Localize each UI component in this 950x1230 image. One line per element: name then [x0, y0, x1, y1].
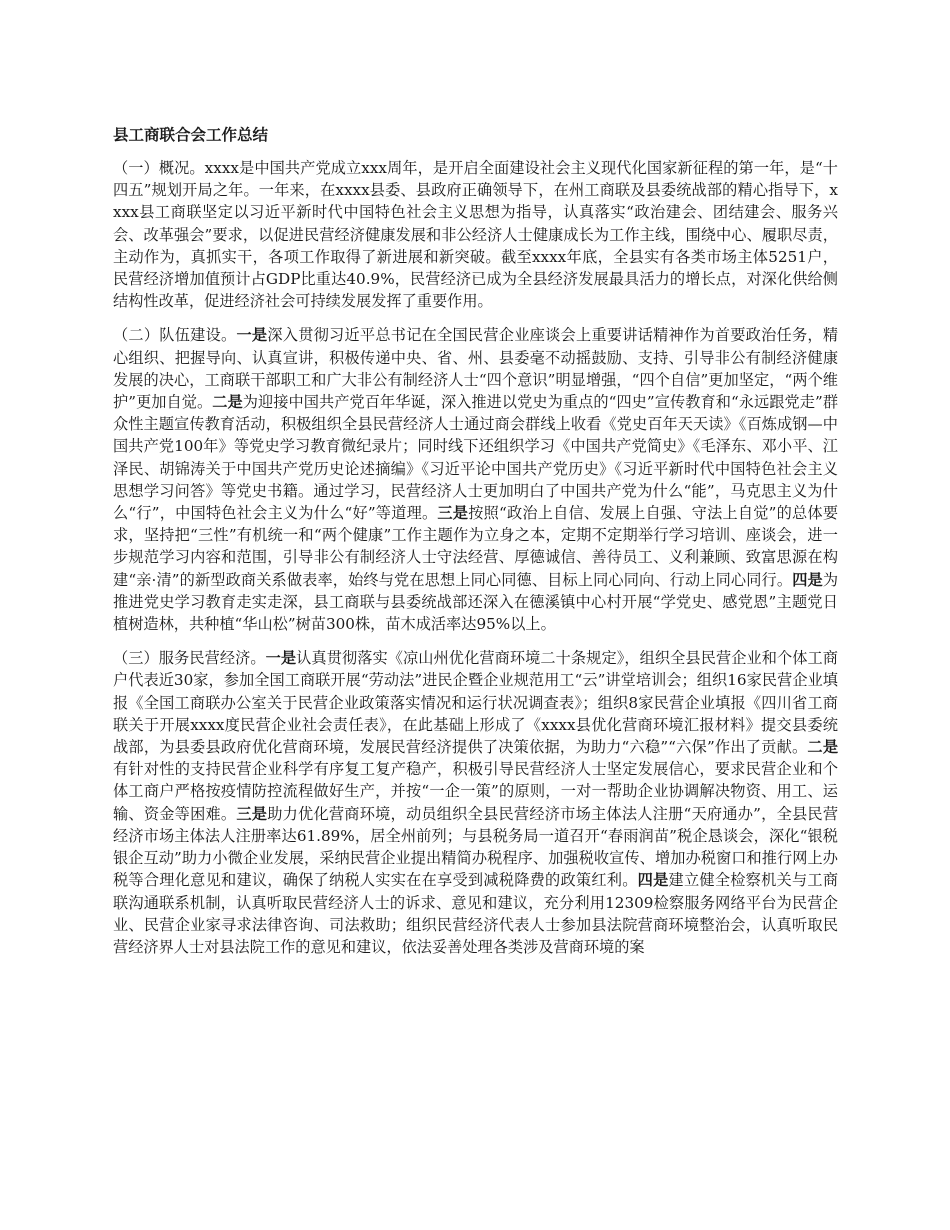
point-1-text: 深入贯彻习近平总书记在全国民营企业座谈会上重要讲话精神作为首要政治任务，精心组织、把握导向、认真宣讲，积极传递中央、省、州、县委毫不动摇鼓励、支持、引导非公有制经济健康发展的决心，工商联干部职工和广大非公有制经济人士“四个意识”明显增强，“四个自信”更加坚定，“两个维护”更加自觉。 [113, 326, 839, 412]
point-2-text: 为迎接中国共产党百年华诞，深入推进以党史为重点的“四史”宣传教育和“永远跟党走”群众性主题宣传教育活动，积极组织全县民营经济人士通过商会群线上收看《党史百年天天读》《百炼成钢—中国共产党100年》等党史学习教育微纪录片；同时线下还组织学习《中国共产党简史》《毛泽东、邓小平、江泽民、胡锦涛关于中国共产党历史论述摘编》《习近平论中国共产党历史》《习近平新时代中国特色社会主义思想学习问答》等党史书籍。通过学习，民营经济人士更加明白了中国共产党为什么“能”，马克思主义为什么“行”，中国特色社会主义为什么“好”等道理。 [113, 393, 839, 523]
point-1-marker: 一是 [265, 649, 297, 668]
point-2-text: 有针对性的支持民营企业科学有序复工复产稳产，积极引导民营经济人士坚定发展信心，要求民营企业和个体工商户严格按疫情防控流程做好生产，并按“一企一策”的原则，一对一帮助企业协调解决物资、用工、运输、资金等困难。 [113, 760, 838, 823]
point-1-marker: 一是 [236, 326, 268, 345]
point-4-text: 建立健全检察机关与工商联沟通联系机制，认真听取民营经济人士的诉求、意见和建议，充分利用12309检察服务网络平台为民营企业、民营企业家寻求法律咨询、司法救助；组织民营经济代表人士参加县法院营商环境整治会，认真听取民营经济界人士对县法院工作的意见和建议，依法妥善处理各类涉及营商环境的案 [113, 871, 839, 956]
point-2-marker: 二是 [807, 738, 839, 757]
point-3-text: 助力优化营商环境，动员组织全县民营经济市场主体法人注册“天府通办”，全县民营经济市场主体法人注册率达61.89%，居全州前列；与县税务局一道召开“春雨润苗”税企恳谈会，深化“银税银企互动”助力小微企业发展，采纳民营企业提出精简办税程序、加强税收宣传、增加办税窗口和推行网上办税等合理化意见和建议，确保了纳税人实实在在享受到减税降费的政策红利。 [113, 804, 839, 890]
section-team-building-heading: （二）队伍建设。 [113, 326, 237, 345]
point-4-marker: 四是 [792, 570, 823, 589]
point-3-text: 按照“政治上自信、发展上自强、守法上自觉”的总体要求，坚持把“三性”有机统一和“两个健康”工作主题作为立身之本，定期不定期举行学习培训、座谈会，进一步规范学习内容和范围，引导非公有制经济人士守法经营、厚德诚信、善待员工、义利兼顾、致富思源在构建“亲·清”的新型政商关系做表率，始终与党在思想上同心同德、目标上同心同向、行动上同心同行。 [113, 504, 839, 589]
document-title: 县工商联合会工作总结 [113, 126, 269, 144]
point-1-text: 认真贯彻落实《凉山州优化营商环境二十条规定》，组织全县民营企业和个体工商户代表近30家，参加全国工商联开展“劳动法”进民企暨企业规范用工“云”讲堂培训会；组织16家民营企业填报《全国工商联办公室关于民营企业政策落实情况和运行状况调查表》；组织8家民营企业填报《四川省工商联关于开展xxxx度民营企业社会责任表》，在此基础上形成了《xxxx县优化营商环境汇报材料》提交县委统战部，为县委县政府优化营商环境，发展民营经济提供了决策依据，为助力“六稳”“六保”作出了贡献。 [113, 649, 838, 757]
section-team-building [113, 324, 838, 635]
point-4-marker: 四是 [637, 871, 669, 890]
section-private-economy-heading: （三）服务民营经济。 [113, 649, 266, 668]
section-overview-text: （一）概况。xxxx是中国共产党成立xxx周年，是开启全面建设社会主义现代化国家新征程的第一年，是“十四五”规划开局之年。一年来，在xxxx县委、县政府正确领导下，在州工商联及县委统战部的精心指导下，xxxx县工商联坚定以习近平新时代中国特色社会主义思想为指导，认真落实“政治建会、团结建会、服务兴会、改革强会”要求，以促进民营经济健康发展和非公经济人士健康成长为工作主线，围绕中心、履职尽责，主动作为，真抓实干，各项工作取得了新进展和新突破。截至xxxx年底，全县实有各类市场主体5251户，民营经济增加值预计占GDP比重达40.9%，民营经济已成为全县经济发展最具活力的增长点，对深化供给侧结构性改革，促进经济社会可持续发展发挥了重要作用。 [113, 159, 838, 311]
point-2-marker: 二是 [212, 393, 243, 412]
point-3-marker: 三是 [236, 804, 268, 823]
document-page [113, 125, 838, 970]
section-overview [113, 157, 838, 312]
point-3-marker: 三是 [437, 504, 469, 523]
point-4-text: 为推进党史学习教育走实走深，县工商联与县委统战部还深入在德溪镇中心村开展“学党史、感党恩”主题党日植树造林，共种植“华山松”树苗300株，苗木成活率达95%以上。 [113, 570, 839, 634]
section-private-economy-service [113, 647, 838, 958]
